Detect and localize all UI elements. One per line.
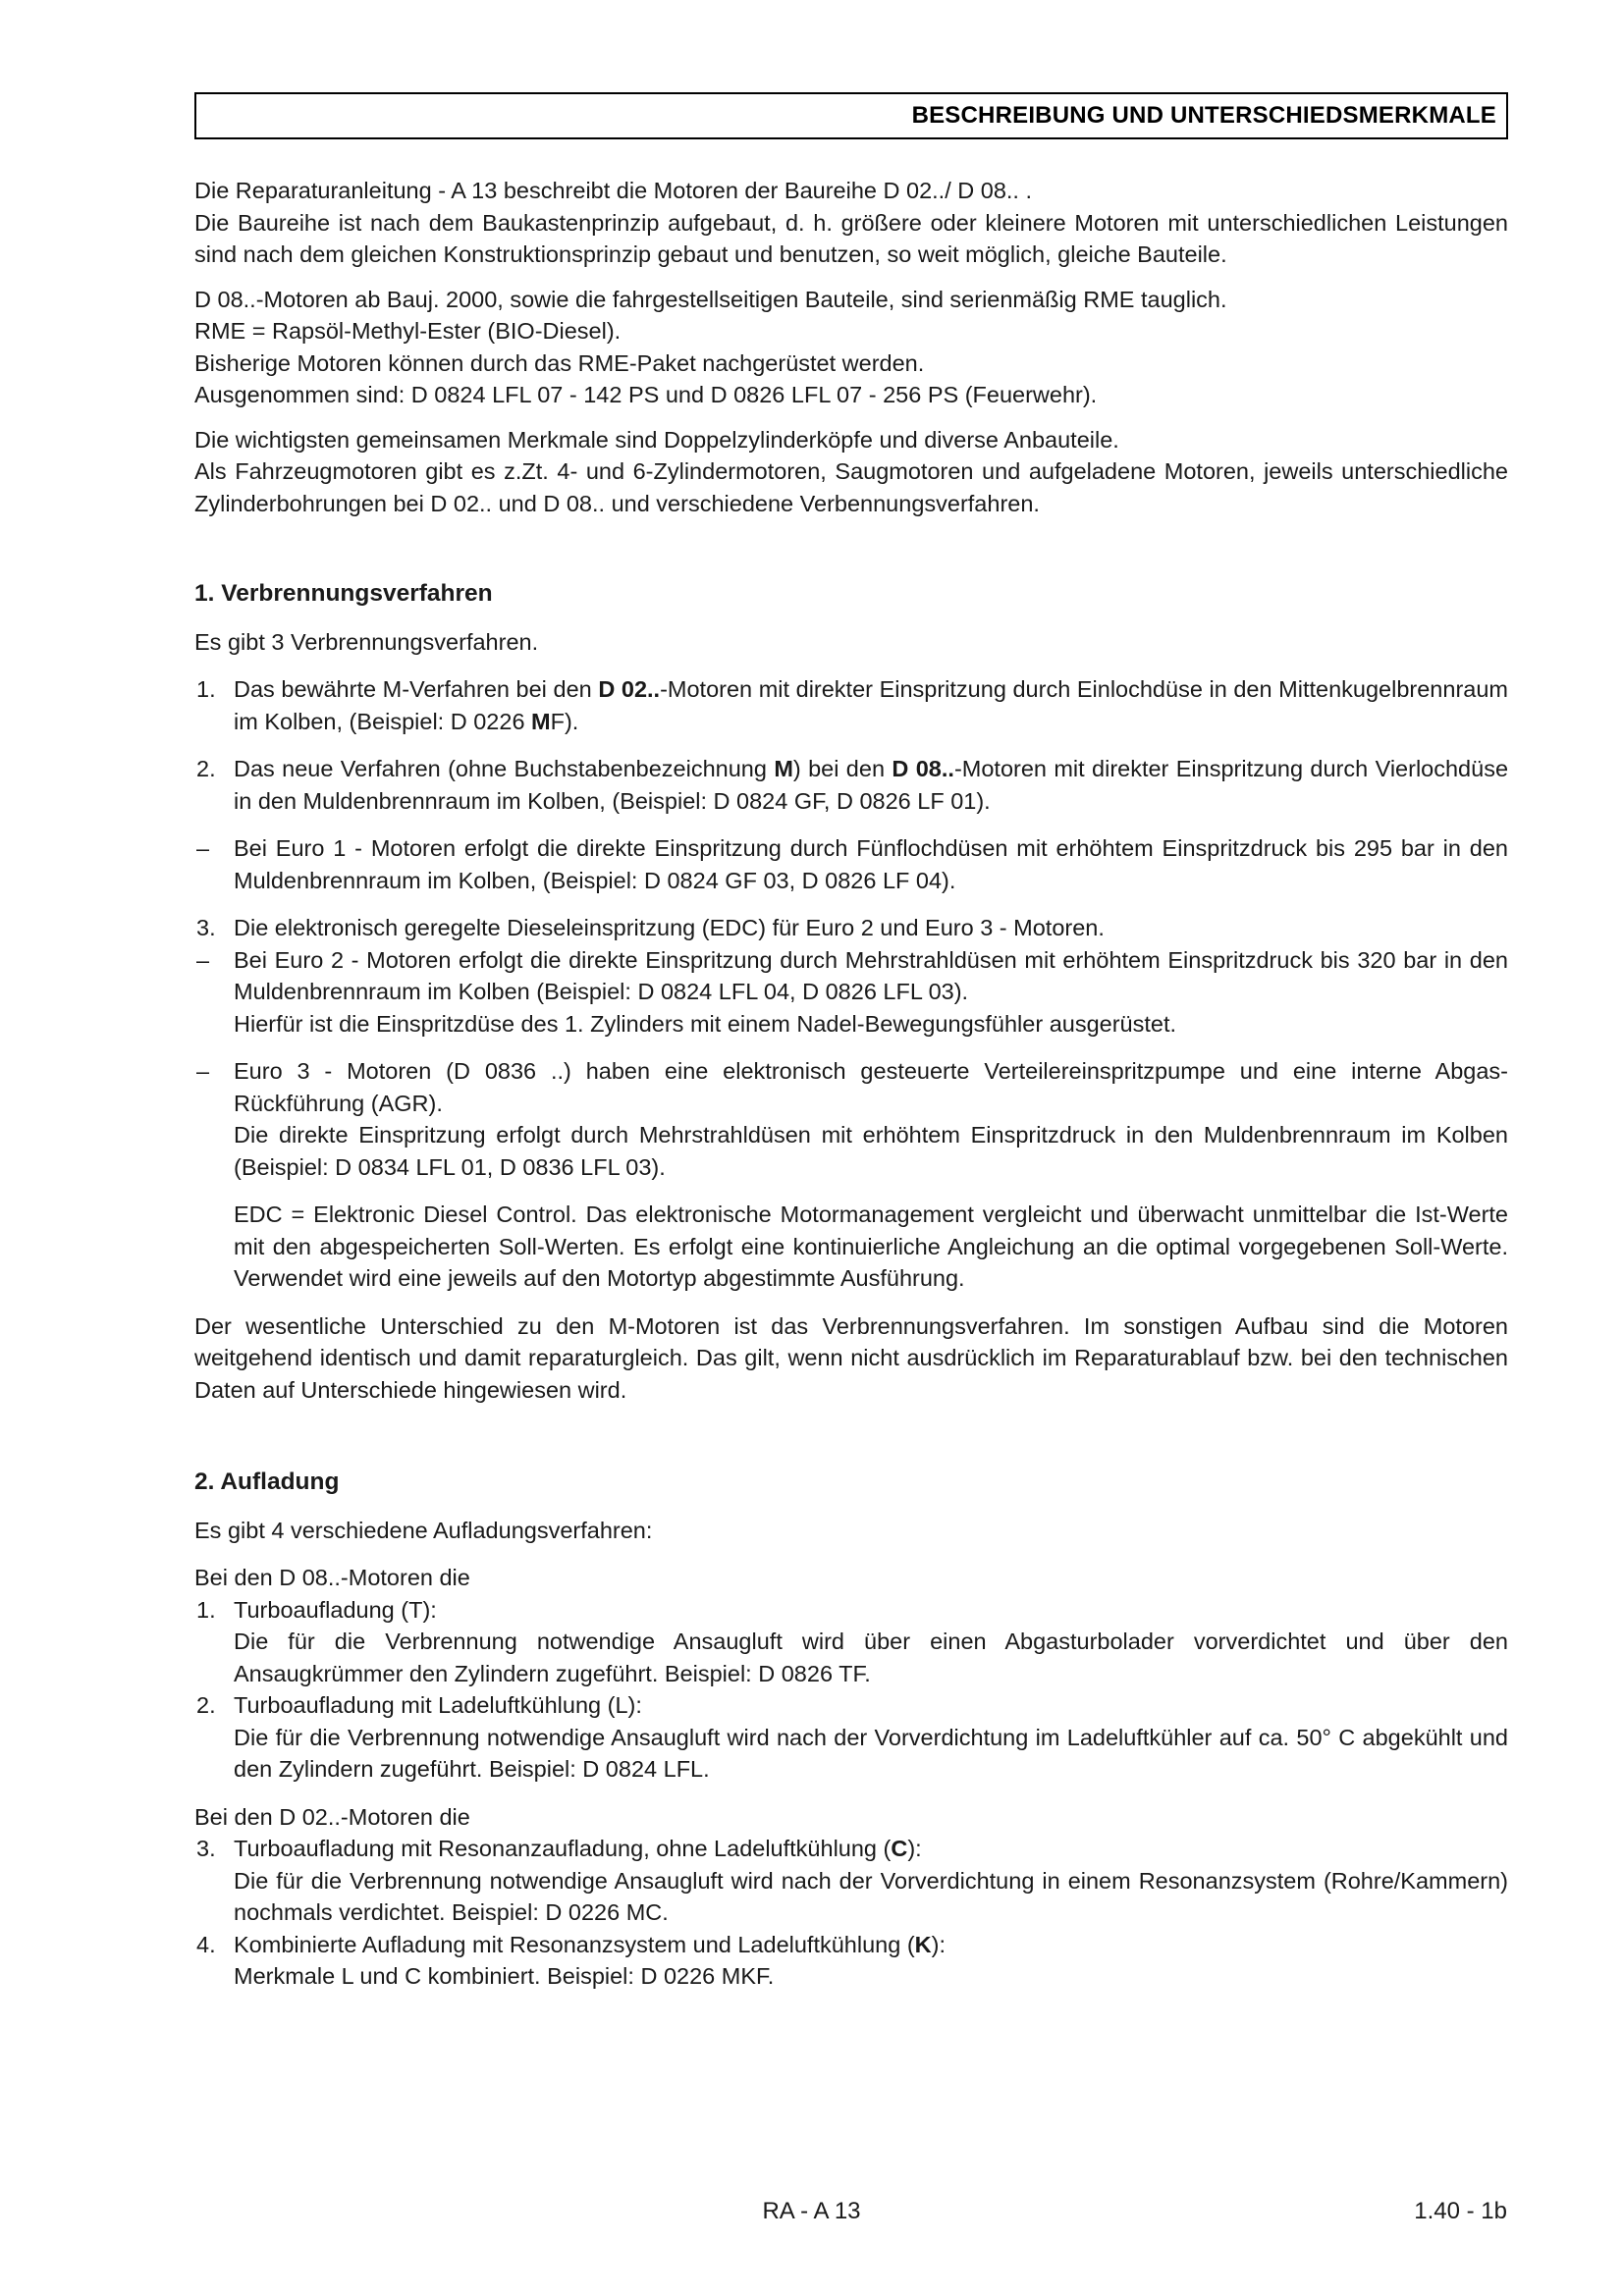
list-number: 1. — [196, 676, 216, 702]
charging-item-2-text: Die für die Verbrennung notwendige Ansaugluft wird nach der Vorverdichtung im Ladeluftkühler auf ca. 50° C abgekühlt und den Zylindern zugeführt. Beispiel: D 0824 LFL. — [234, 1724, 1508, 1782]
list-item-2 — [194, 753, 1508, 817]
charging-item-1 — [194, 1594, 1508, 1627]
intro-line: Die Reparaturanleitung - A 13 beschreibt die Motoren der Baureihe D 02../ D 08.. . — [194, 178, 1033, 203]
charging-item-3-text: Die für die Verbrennung notwendige Ansaugluft wird nach der Vorverdichtung in einem Resonanzsystem (Rohre/Kammern) nochmals verdichtet. Beispiel: D 0226 MC. — [234, 1867, 1508, 1925]
list-number: 2. — [196, 756, 216, 781]
group-label-d02: Bei den D 02..-Motoren die — [194, 1803, 470, 1830]
dash-marker: – — [196, 946, 210, 973]
charging-item-2 — [194, 1689, 1508, 1722]
item-title: Kombinierte Aufladung mit Resonanzsystem und Ladeluftkühlung ( — [234, 1931, 915, 1957]
list-number: 3. — [196, 1836, 216, 1861]
rme-definition: RME = Rapsöl-Methyl-Ester (BIO-Diesel). — [194, 318, 622, 344]
features-line: Die wichtigsten gemeinsamen Merkmale sind Doppelzylinderköpfe und diverse Anbauteile. — [194, 426, 1119, 453]
text-run: ): — [931, 1931, 947, 1957]
intro-paragraph: Die Baureihe ist nach dem Baukastenprinzip aufgebaut, d. h. größere oder kleinere Motoren mit unterschiedlichen Leistungen sind nach dem gleichen Konstruktionsprinzip gebaut und benutzen, so weit möglich, gleiche Bauteile. — [194, 209, 1508, 267]
list-number: 4. — [196, 1931, 216, 1957]
euro2-note: Hierfür ist die Einspritzdüse des 1. Zylinders mit einem Nadel-Bewegungsfühler ausgerüstet. — [234, 1010, 1177, 1037]
text-run: -Motoren mit direkter Einspritzung durch Einlochdüse in den Mittenkugelbrennraum im Kolben, (Beispiel: D 0226 — [234, 676, 1508, 734]
bold-text: D 08.. — [892, 756, 954, 781]
text-run: Euro 3 - Motoren (D 0836 ..) haben eine elektronisch gesteuerte Verteilereinspritzpumpe und eine interne Abgas-Rückführung (AGR). — [234, 1058, 1508, 1116]
charging-item-4 — [194, 1929, 1508, 1961]
list-number: 2. — [196, 1692, 216, 1718]
section1-summary: Der wesentliche Unterschied zu den M-Motoren ist das Verbrennungsverfahren. Im sonstigen Aufbau sind die Motoren weitgehend identisch und damit reparaturgleich. Das gilt, wenn nicht ausdrücklich im Reparaturablauf bzw. bei den technischen Daten auf Unterschiede hingewiesen wird. — [194, 1312, 1508, 1403]
footer-document-id: RA - A 13 — [762, 2198, 861, 2224]
item-title: Turboaufladung mit Ladeluftkühlung (L): — [234, 1692, 642, 1718]
document-body — [194, 175, 1508, 1993]
text-run: Das bewährte M-Verfahren bei den — [234, 676, 599, 702]
list-item-1 — [194, 673, 1508, 737]
header-box — [194, 92, 1508, 139]
rme-retrofit: Bisherige Motoren können durch das RME-Paket nachgerüstet werden. — [194, 349, 925, 376]
rme-line: D 08..-Motoren ab Bauj. 2000, sowie die fahrgestellseitigen Bauteile, sind serienmäßig RME tauglich. — [194, 286, 1227, 312]
text-run: -Motoren mit direkter Einspritzung durch Vierlochdüse in den Muldenbrennraum im Kolben, (Beispiel: D 0824 GF, D 0826 LF 01). — [234, 756, 1509, 814]
bold-text: C — [891, 1836, 908, 1861]
footer-page-number: 1.40 - 1b — [1414, 2198, 1507, 2224]
dash-marker: – — [196, 1058, 210, 1084]
dash-item-euro3 — [194, 1055, 1508, 1119]
text-run: Das neue Verfahren (ohne Buchstabenbezeichnung — [234, 756, 775, 781]
bold-text: M — [531, 708, 551, 734]
bold-text: K — [914, 1931, 932, 1957]
rme-exceptions: Ausgenommen sind: D 0824 LFL 07 - 142 PS und D 0826 LFL 07 - 256 PS (Feuerwehr). — [194, 382, 1098, 407]
list-number: 3. — [196, 915, 216, 940]
dash-item-euro2 — [194, 944, 1508, 1008]
euro3-note: Die direkte Einspritzung erfolgt durch Mehrstrahldüsen mit erhöhtem Einspritzdruck in den Muldenbrennraum im Kolben (Beispiel: D 0834 LFL 01, D 0836 LFL 03). — [234, 1122, 1508, 1180]
list-number: 1. — [196, 1596, 216, 1623]
page-title: BESCHREIBUNG UND UNTERSCHIEDSMERKMALE — [911, 102, 1496, 129]
charging-item-1-text: Die für die Verbrennung notwendige Ansaugluft wird über einen Abgasturbolader vorverdichtet und über den Ansaugkrümmer den Zylindern zugeführt. Beispiel: D 0826 TF. — [234, 1629, 1508, 1686]
text-run: ): — [907, 1836, 922, 1861]
edc-paragraph: EDC = Elektronic Diesel Control. Das elektronische Motormanagement vergleicht und überwacht unmittelbar die Ist-Werte mit den abgespeicherten Soll-Werten. Es erfolgt eine kontinuierliche Angleichung an die optimal vorgegebenen Soll-Werte. Verwendet wird eine jeweils auf den Motortyp abgestimmte Ausführung. — [234, 1201, 1508, 1291]
item-title: Turboaufladung (T): — [234, 1596, 437, 1623]
group-label-d08: Bei den D 08..-Motoren die — [194, 1565, 470, 1590]
features-paragraph: Als Fahrzeugmotoren gibt es z.Zt. 4- und 6-Zylindermotoren, Saugmotoren und aufgeladene Motoren, jeweils unterschiedliche Zylinderbohrungen bei D 02.. und D 08.. und verschiedene Verbennungsverfahren. — [194, 458, 1508, 516]
item-title: Turboaufladung mit Resonanzaufladung, ohne Ladeluftkühlung ( — [234, 1836, 892, 1861]
section-heading-2: 2. Aufladung — [194, 1468, 340, 1495]
charging-item-4-text: Merkmale L und C kombiniert. Beispiel: D 0226 MKF. — [234, 1963, 775, 1989]
text-run: ) bei den — [792, 756, 893, 781]
bold-text: D 02.. — [598, 676, 661, 702]
bold-text: M — [774, 756, 793, 781]
text-run: Bei Euro 1 - Motoren erfolgt die direkte Einspritzung durch Fünflochdüsen mit erhöhtem Einspritzdruck bis 295 bar in den Muldenbrennraum im Kolben, (Beispiel: D 0824 GF 03, D 0826 LF 04). — [234, 835, 1508, 893]
text-run: F). — [550, 708, 579, 734]
section-heading-1: 1. Verbrennungsverfahren — [194, 580, 493, 607]
dash-marker: – — [196, 835, 210, 861]
dash-item-euro1 — [194, 832, 1508, 896]
section1-lead: Es gibt 3 Verbrennungsverfahren. — [194, 628, 539, 655]
list-item-3 — [194, 912, 1508, 944]
charging-item-3 — [194, 1833, 1508, 1865]
text-run: Die elektronisch geregelte Dieseleinspritzung (EDC) für Euro 2 und Euro 3 - Motoren. — [234, 915, 1105, 940]
page — [194, 92, 1508, 1993]
section2-lead: Es gibt 4 verschiedene Aufladungsverfahren: — [194, 1517, 653, 1543]
text-run: Bei Euro 2 - Motoren erfolgt die direkte Einspritzung durch Mehrstrahldüsen mit erhöhtem Einspritzdruck bis 320 bar in den Muldenbrennraum im Kolben (Beispiel: D 0824 LFL 04, D 0826 LFL 03). — [234, 946, 1508, 1004]
